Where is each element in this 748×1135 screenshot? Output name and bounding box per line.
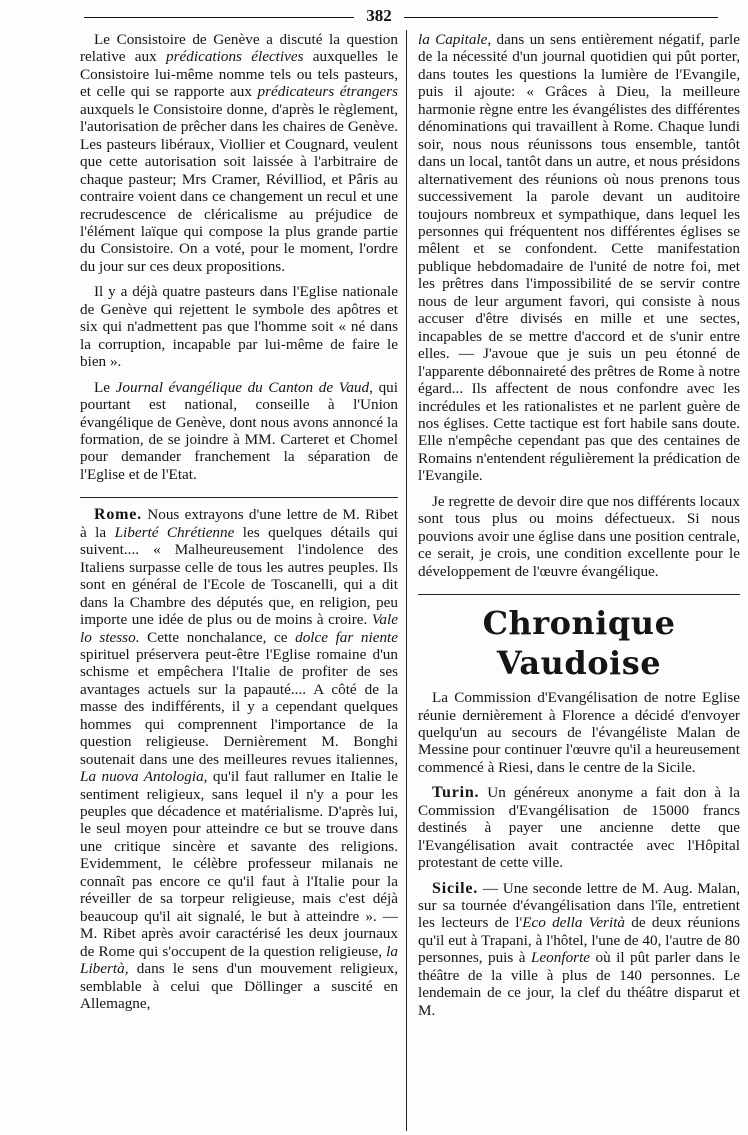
paragraph-consistoire: Le Consistoire de Genève a discuté la question relative aux prédications électives auxquelles le Consistoire lui-même nomme tels ou tels pasteurs, et celle qui se rapporte aux prédicateurs étrangers auxquels le Consistoire donne, d'après le règlement, l'autorisation de prêcher dans les chaires de Genève. Les pasteurs libéraux, Viollier et Cougnard, veulent que cette autorisation soit laissée à l'arbitraire de chaque pasteur; Mrs Cramer, Révilliod, et Pâris au contraire voient dans ce changement un recul et une recrudescence de cléricalisme au préjudice de l'élément laïque qui compose la plus grande partie du Consistoire. On a voté, pour le moment, l'ordre du jour sur ces deux propositions. bbox=[80, 31, 398, 275]
dateline-sicile: Sicile. bbox=[432, 879, 479, 897]
paragraph-locaux: Je regrette de devoir dire que nos différents locaux sont tous plus ou moins défectueux. Si nous pouvions avoir une église dans une position centrale, ce serait, je crois, une condition excellente pour le développement de l'œuvre évangélique. bbox=[418, 492, 740, 580]
dateline-rome: Rome. bbox=[94, 506, 142, 524]
section-title: Chronique Vaudoise bbox=[482, 604, 676, 683]
header-rule-left bbox=[84, 17, 354, 18]
right-column bbox=[418, 31, 740, 1127]
header-rule-right bbox=[404, 17, 718, 18]
article-divider bbox=[80, 497, 398, 498]
page-number: 382 bbox=[366, 6, 392, 25]
paragraph-rome-continued: la Capitale, dans un sens entièrement négatif, parle de la nécessité d'un journal quotidien qui pût porter, dans toutes les questions la lumière de l'Evangile, puis il ajoute: « Grâces à Dieu, la meilleure harmonie règne entre les évangélistes des différentes dénominations qui travaillent à Rome. Chaque lundi soir, nous nous réunissons tous ensemble, tantôt dans un local, tantôt dans un autre, et nous présidons alternativement des réunions où nous prenons tous successivement la parole devant un auditoire toujours nombreux et sympathique, dans lequel les personnes qui fréquentent nos différentes églises se mêlent et se confondent. Cette manifestation publique hebdomadaire de l'unité de notre foi, met les prêtres dans l'impossibilité de se servir contre nous de leur argument favori, qui consiste à nous accuser d'être divisés en mille et une sectes, incapables de se mettre d'accord et de s'unir entre elles. — J'avoue que je suis un peu étonné de l'apparente débonnaireté des prêtres de Rome à notre égard... Ils affectent de nous confondre avec les incrédules et les rationalistes et ne parlent guère de nos églises. Cette tactique est fort habile sans doute. Elle n'empêche cependant pas que des centaines de Romains n'entendent régulièrement la prédication de l'Evangile. bbox=[418, 31, 740, 485]
dateline-turin: Turin. bbox=[432, 784, 480, 802]
page-header bbox=[84, 4, 718, 28]
paragraph-pasteurs: Il y a déjà quatre pasteurs dans l'Eglise nationale de Genève qui rejettent le symbole des apôtres et six qui n'admettent pas que l'homme soit « né dans la corruption, incapable par lui-même de faire le bien ». bbox=[80, 283, 398, 371]
column-divider bbox=[406, 30, 407, 1131]
left-column bbox=[80, 31, 398, 1127]
section-divider bbox=[418, 594, 740, 595]
paragraph-sicile: Sicile. — Une seconde lettre de M. Aug. Malan, sur sa tournée d'évangélisation dans l'île, entretient les lecteurs de l'Eco della Verità de deux réunions qu'il eut à Trapani, à l'hôtel, l'une de 40, l'autre de 80 personnes, puis à Leonforte où il pût parler dans le théâtre de la ville à plus de 140 personnes. Le lendemain de ce jour, la clef du théâtre disparut et M. bbox=[418, 879, 740, 1019]
paragraph-journal-vaud: Le Journal évangélique du Canton de Vaud, qui pourtant est national, conseille à l'Union évangélique de Genève, dont nous avons annoncé la formation, de se joindre à MM. Carteret et Chomel pour demander franchement la séparation de l'Eglise et de l'Etat. bbox=[80, 378, 398, 483]
paragraph-turin: Turin. Un généreux anonyme a fait don à la Commission d'Evangélisation de 15000 francs destinés à payer une ancienne dette que l'Evangélisation avait contractée avec l'Hôpital protestant de cette ville. bbox=[418, 784, 740, 872]
paragraph-commission: La Commission d'Evangélisation de notre Eglise réunie dernièrement à Florence a décidé d'envoyer quelqu'un au secours de l'évangéliste Malan de Messine pour continuer l'œuvre qu'il a heureusement commencé à Riesi, dans le centre de la Sicile. bbox=[418, 689, 740, 776]
paragraph-rome: Rome. Nous extrayons d'une lettre de M. Ribet à la Liberté Chrétienne les quelques détails qui suivent.... « Malheureusement l'indolence des Italiens surpasse celle de tous les autres peuples. Ils sont en général de l'Ecole de Toscanelli, qui a dit dans la Chambre des députés que, en religion, peu importe une idée de plus ou de moins à croire. Vale lo stesso. Cette nonchalance, ce dolce far niente spirituel préservera peut-être l'Eglise romaine d'un schisme et empêchera l'Italie de profiter de ses avantages actuels sur la papauté.... A côté de la masse des indifférents, il y a cependant quelques hommes qui comprennent l'importance de la question religieuse. Dernièrement M. Bonghi soutenait dans une des meilleures revues italiennes, La nuova Antologia, qu'il faut rallumer en Italie le sentiment religieux, sans lequel il n'y a pour les peuples que décadence et matérialisme. D'après lui, le seul moyen pour atteindre ce but se trouve dans une critique sincère et savante des religions. Evidemment, le célèbre professeur milanais ne connaît pas encore ce qu'il faut à l'Italie pour la réveiller de sa torpeur religieuse, mais c'est déjà beaucoup qu'il ait signalé, le but à atteindre ». — M. Ribet après avoir caractérisé les deux journaux de Rome qui s'occupent de la question religieuse, la Libertà, dans le sens d'un mouvement religieux, semblable à celui que Döllinger a suscité en Allemagne, bbox=[80, 506, 398, 1013]
